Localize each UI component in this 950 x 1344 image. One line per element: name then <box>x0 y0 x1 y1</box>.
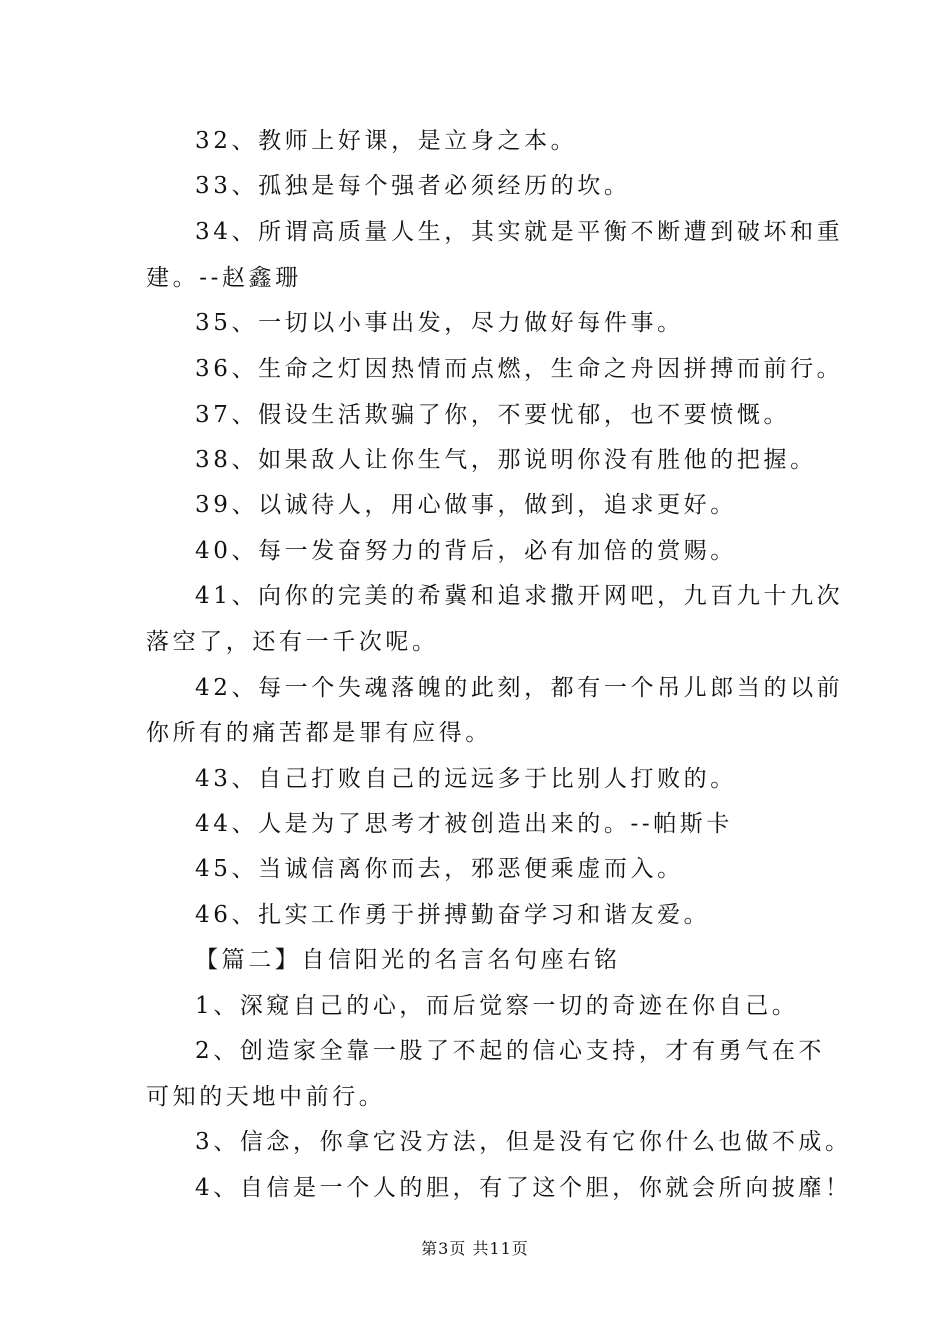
text-line: 40、每一发奋努力的背后，必有加倍的赏赐。 <box>195 538 737 564</box>
text-line: 46、扎实工作勇于拼搏勤奋学习和谐友爱。 <box>195 902 711 928</box>
text-line: 42、每一个失魂落魄的此刻，都有一个吊儿郎当的以前 <box>195 675 844 701</box>
text-line: 41、向你的完美的希冀和追求撒开网吧，九百九十九次 <box>195 583 844 609</box>
text-line: 建。--赵鑫珊 <box>146 265 302 291</box>
text-line: 37、假设生活欺骗了你，不要忧郁，也不要愤慨。 <box>195 402 791 428</box>
text-line: 落空了，还有一千次呢。 <box>146 629 439 655</box>
text-line: 38、如果敌人让你生气，那说明你没有胜他的把握。 <box>195 447 817 473</box>
text-line: 39、以诚待人，用心做事，做到，追求更好。 <box>195 492 737 518</box>
text-line: 32、教师上好课，是立身之本。 <box>195 128 578 154</box>
text-line: 44、人是为了思考才被创造出来的。--帕斯卡 <box>195 811 734 837</box>
text-line: 33、孤独是每个强者必须经历的坎。 <box>195 173 631 199</box>
page-number-footer: 第3页 共11页 <box>421 1239 529 1258</box>
text-line: 45、当诚信离你而去，邪恶便乘虚而入。 <box>195 856 684 882</box>
text-line: 36、生命之灯因热情而点燃，生命之舟因拼搏而前行。 <box>195 356 844 382</box>
text-line: 1、深窥自己的心，而后觉察一切的奇迹在你自己。 <box>195 993 799 1019</box>
text-line: 4、自信是一个人的胆，有了这个胆，你就会所向披靡！ <box>195 1175 852 1201</box>
text-line: 3、信念，你拿它没方法，但是没有它你什么也做不成。 <box>195 1129 852 1155</box>
text-line: 可知的天地中前行。 <box>146 1084 386 1110</box>
text-line: 35、一切以小事出发，尽力做好每件事。 <box>195 310 684 336</box>
text-line: 34、所谓高质量人生，其实就是平衡不断遭到破坏和重 <box>195 219 844 245</box>
text-line: 43、自己打败自己的远远多于比别人打败的。 <box>195 766 737 792</box>
section-heading: 【篇二】自信阳光的名言名句座右铭 <box>195 947 621 973</box>
text-line: 2、创造家全靠一股了不起的信心支持，才有勇气在不 <box>195 1038 826 1064</box>
text-line: 你所有的痛苦都是罪有应得。 <box>146 720 492 746</box>
